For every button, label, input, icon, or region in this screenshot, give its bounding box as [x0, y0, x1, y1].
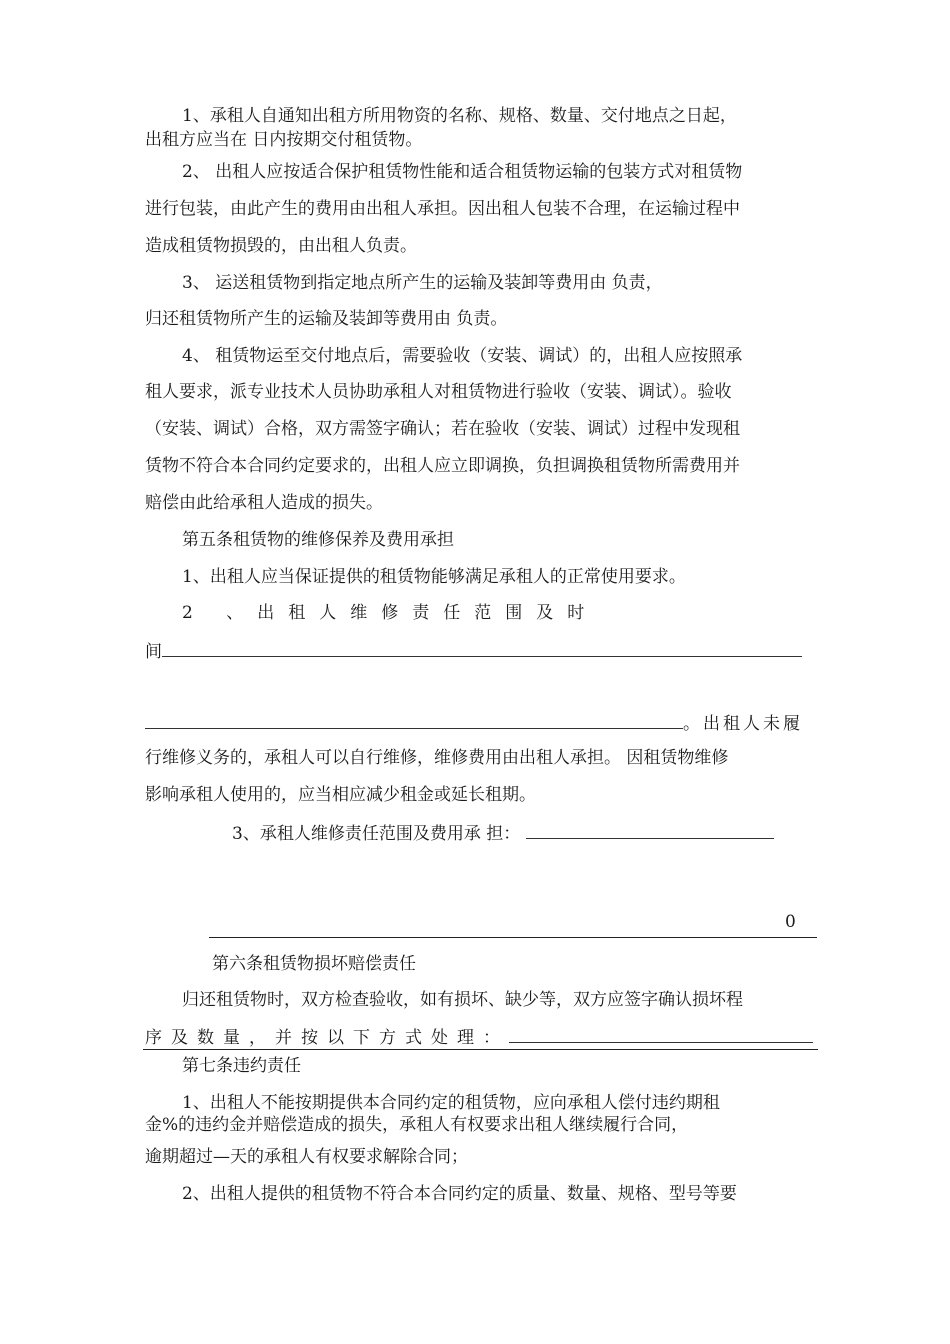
paragraph-line: 0	[785, 912, 796, 932]
paragraph-line: 1、出租人不能按期提供本合同约定的租赁物，应向承租人偿付违约期租	[182, 1093, 720, 1113]
line-text: 3、承租人维修责任范围及费用承 担：	[232, 824, 521, 844]
line-text: 。出租人未履	[683, 714, 803, 734]
paragraph-line: 租人要求，派专业技术人员协助承租人对租赁物进行验收（安装、调试）。验收	[145, 382, 732, 402]
paragraph-line: 逾期超过—天的承租人有权要求解除合同；	[145, 1147, 468, 1167]
paragraph-line: 影响承租人使用的，应当相应减少租金或延长租期。	[145, 785, 536, 805]
article-title: 第五条租赁物的维修保养及费用承担	[182, 530, 454, 550]
paragraph-line: 归还租赁物时，双方检查验收，如有损坏、缺少等，双方应签字确认损坏程	[182, 990, 743, 1010]
paragraph-line: 归还租赁物所产生的运输及装卸等费用由 负责。	[145, 309, 508, 329]
paragraph-line: 进行包装，由此产生的费用由出租人承担。因出租人包装不合理，在运输过程中	[145, 199, 740, 219]
paragraph-line: 2 、出租人维修责任范围及时	[182, 603, 599, 623]
fill-in-blank	[509, 1024, 813, 1043]
underline-rule	[143, 1049, 818, 1050]
article-title: 第七条违约责任	[182, 1056, 301, 1076]
paragraph-line	[232, 820, 774, 846]
paragraph-line	[145, 1024, 813, 1050]
paragraph-line: 出租方应当在 日内按期交付租赁物。	[145, 130, 423, 150]
paragraph-line: 行维修义务的，承租人可以自行维修，维修费用由出租人承担。 因租赁物维修	[145, 748, 729, 768]
paragraph-line	[145, 710, 803, 736]
paragraph-line: 4、 租赁物运至交付地点后，需要验收（安装、调试）的，出租人应按照承	[182, 346, 743, 366]
paragraph-line	[145, 638, 802, 664]
paragraph-line: 金%的违约金并赔偿造成的损失，承租人有权要求出租人继续履行合同，	[145, 1115, 689, 1135]
paragraph-line: 1、出租人应当保证提供的租赁物能够满足承租人的正常使用要求。	[182, 567, 686, 587]
line-text: 序及数量，并按以下方式处理：	[145, 1028, 509, 1048]
article-title: 第六条租赁物损坏赔偿责任	[212, 954, 416, 974]
paragraph-line: 赔偿由此给承租人造成的损失。	[145, 493, 383, 513]
paragraph-line: 2、 出租人应按适合保护租赁物性能和适合租赁物运输的包装方式对租赁物	[182, 162, 743, 182]
fill-in-blank	[526, 820, 774, 839]
fill-in-blank	[145, 710, 683, 729]
underline-rule	[209, 937, 817, 938]
paragraph-line: 造成租赁物损毁的，由出租人负责。	[145, 236, 417, 256]
paragraph-line: 1、承租人自通知出租方所用物资的名称、规格、数量、交付地点之日起，	[182, 106, 737, 126]
paragraph-line: （安装、调试）合格，双方需签字确认；若在验收（安装、调试）过程中发现租	[145, 419, 740, 439]
paragraph-line: 2、出租人提供的租赁物不符合本合同约定的质量、数量、规格、型号等要	[182, 1184, 737, 1204]
fill-in-blank	[162, 638, 802, 657]
paragraph-line: 3、 运送租赁物到指定地点所产生的运输及装卸等费用由 负责，	[182, 273, 663, 293]
line-text: 间	[145, 642, 162, 662]
paragraph-line: 赁物不符合本合同约定要求的，出租人应立即调换，负担调换租赁物所需费用并	[145, 456, 740, 476]
